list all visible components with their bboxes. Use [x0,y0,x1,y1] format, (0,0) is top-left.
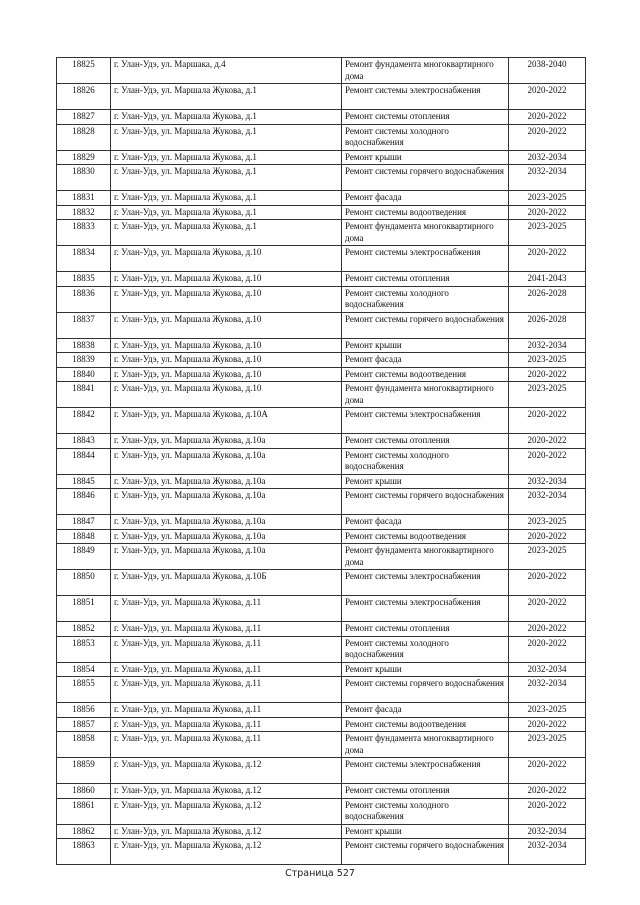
row-number-cell: 18842 [57,408,111,434]
table-row [57,165,586,191]
table-body [57,58,586,865]
row-number-cell: 18825 [57,58,111,84]
work-type-cell: Ремонт системы водоотведения [342,367,509,382]
address-cell: г. Улан-Удэ, ул. Маршала Жукова, д.1 [111,191,342,206]
table-row [57,677,586,703]
period-cell: 2038-2040 [509,58,586,84]
period-cell: 2023-2025 [509,703,586,718]
table-row [57,544,586,570]
address-cell: г. Улан-Удэ, ул. Маршала Жукова, д.10а [111,529,342,544]
row-number-cell: 18832 [57,205,111,220]
period-cell: 2023-2025 [509,353,586,368]
work-type-cell: Ремонт системы отопления [342,110,509,125]
period-cell: 2020-2022 [509,205,586,220]
row-number-cell: 18849 [57,544,111,570]
work-type-cell: Ремонт крыши [342,662,509,677]
work-type-cell: Ремонт фундамента многоквартирного дома [342,544,509,570]
period-cell: 2023-2025 [509,382,586,408]
table-row [57,110,586,125]
work-type-cell: Ремонт системы отопления [342,622,509,637]
table-row [57,839,586,865]
row-number-cell: 18845 [57,474,111,489]
table-row [57,636,586,662]
address-cell: г. Улан-Удэ, ул. Маршала Жукова, д.10Б [111,570,342,596]
period-cell: 2020-2022 [509,758,586,784]
period-cell: 2020-2022 [509,448,586,474]
row-number-cell: 18828 [57,124,111,150]
row-number-cell: 18854 [57,662,111,677]
table-row [57,732,586,758]
row-number-cell: 18848 [57,529,111,544]
period-cell: 2020-2022 [509,798,586,824]
period-cell: 2020-2022 [509,246,586,272]
address-cell: г. Улан-Удэ, ул. Маршала Жукова, д.10 [111,286,342,312]
work-type-cell: Ремонт фундамента многоквартирного дома [342,732,509,758]
row-number-cell: 18863 [57,839,111,865]
table-row [57,798,586,824]
work-type-cell: Ремонт системы электроснабжения [342,246,509,272]
work-type-cell: Ремонт фундамента многоквартирного дома [342,220,509,246]
period-cell: 2023-2025 [509,515,586,530]
row-number-cell: 18833 [57,220,111,246]
period-cell: 2026-2028 [509,312,586,338]
table-row [57,824,586,839]
period-cell: 2032-2034 [509,839,586,865]
address-cell: г. Улан-Удэ, ул. Маршала Жукова, д.11 [111,677,342,703]
row-number-cell: 18847 [57,515,111,530]
table-row [57,570,586,596]
period-cell: 2020-2022 [509,124,586,150]
period-cell: 2032-2034 [509,474,586,489]
table-row [57,353,586,368]
table-row [57,529,586,544]
address-cell: г. Улан-Удэ, ул. Маршала Жукова, д.11 [111,732,342,758]
period-cell: 2023-2025 [509,732,586,758]
table-row [57,515,586,530]
address-cell: г. Улан-Удэ, ул. Маршала Жукова, д.10А [111,408,342,434]
table-row [57,338,586,353]
work-type-cell: Ремонт крыши [342,338,509,353]
period-cell: 2020-2022 [509,717,586,732]
address-cell: г. Улан-Удэ, ул. Маршала Жукова, д.1 [111,205,342,220]
work-type-cell: Ремонт системы электроснабжения [342,84,509,110]
table-row [57,367,586,382]
work-type-cell: Ремонт фундамента многоквартирного дома [342,58,509,84]
row-number-cell: 18851 [57,596,111,622]
work-type-cell: Ремонт крыши [342,150,509,165]
period-cell: 2020-2022 [509,529,586,544]
work-type-cell: Ремонт системы электроснабжения [342,596,509,622]
row-number-cell: 18835 [57,272,111,287]
row-number-cell: 18856 [57,703,111,718]
work-type-cell: Ремонт системы электроснабжения [342,758,509,784]
row-number-cell: 18844 [57,448,111,474]
table-row [57,596,586,622]
period-cell: 2020-2022 [509,84,586,110]
address-cell: г. Улан-Удэ, ул. Маршала Жукова, д.11 [111,717,342,732]
work-type-cell: Ремонт системы электроснабжения [342,408,509,434]
address-cell: г. Улан-Удэ, ул. Маршала Жукова, д.10а [111,544,342,570]
work-type-cell: Ремонт фасада [342,191,509,206]
period-cell: 2032-2034 [509,677,586,703]
work-type-cell: Ремонт системы отопления [342,434,509,449]
address-cell: г. Улан-Удэ, ул. Маршала Жукова, д.10а [111,515,342,530]
period-cell: 2032-2034 [509,662,586,677]
work-type-cell: Ремонт системы холодного водоснабжения [342,448,509,474]
period-cell: 2020-2022 [509,636,586,662]
row-number-cell: 18834 [57,246,111,272]
work-type-cell: Ремонт системы отопления [342,784,509,799]
work-type-cell: Ремонт системы холодного водоснабжения [342,124,509,150]
address-cell: г. Улан-Удэ, ул. Маршала Жукова, д.11 [111,596,342,622]
row-number-cell: 18855 [57,677,111,703]
row-number-cell: 18853 [57,636,111,662]
page-number: Страница 527 [285,868,355,879]
work-type-cell: Ремонт системы холодного водоснабжения [342,286,509,312]
table-row [57,272,586,287]
work-type-cell: Ремонт системы горячего водоснабжения [342,312,509,338]
address-cell: г. Улан-Удэ, ул. Маршала Жукова, д.11 [111,703,342,718]
row-number-cell: 18841 [57,382,111,408]
table-row [57,382,586,408]
table-row [57,84,586,110]
row-number-cell: 18852 [57,622,111,637]
work-type-cell: Ремонт фасада [342,703,509,718]
period-cell: 2020-2022 [509,596,586,622]
table-row [57,489,586,515]
row-number-cell: 18831 [57,191,111,206]
address-cell: г. Улан-Удэ, ул. Маршала Жукова, д.1 [111,165,342,191]
table-row [57,150,586,165]
period-cell: 2026-2028 [509,286,586,312]
table-row [57,286,586,312]
period-cell: 2032-2034 [509,489,586,515]
row-number-cell: 18850 [57,570,111,596]
work-type-cell: Ремонт фундамента многоквартирного дома [342,382,509,408]
table-row [57,408,586,434]
work-type-cell: Ремонт системы горячего водоснабжения [342,677,509,703]
address-cell: г. Улан-Удэ, ул. Маршала Жукова, д.12 [111,839,342,865]
work-type-cell: Ремонт системы горячего водоснабжения [342,165,509,191]
address-cell: г. Улан-Удэ, ул. Маршала Жукова, д.1 [111,220,342,246]
row-number-cell: 18830 [57,165,111,191]
address-cell: г. Улан-Удэ, ул. Маршала Жукова, д.11 [111,622,342,637]
row-number-cell: 18837 [57,312,111,338]
period-cell: 2020-2022 [509,784,586,799]
period-cell: 2023-2025 [509,220,586,246]
period-cell: 2020-2022 [509,110,586,125]
row-number-cell: 18860 [57,784,111,799]
period-cell: 2020-2022 [509,408,586,434]
address-cell: г. Улан-Удэ, ул. Маршала Жукова, д.10а [111,448,342,474]
row-number-cell: 18826 [57,84,111,110]
table-row [57,474,586,489]
table-row [57,662,586,677]
table-row [57,312,586,338]
period-cell: 2020-2022 [509,622,586,637]
work-type-cell: Ремонт системы водоотведения [342,529,509,544]
work-type-cell: Ремонт фасада [342,353,509,368]
row-number-cell: 18861 [57,798,111,824]
address-cell: г. Улан-Удэ, ул. Маршала Жукова, д.10 [111,338,342,353]
row-number-cell: 18839 [57,353,111,368]
table-row [57,717,586,732]
row-number-cell: 18836 [57,286,111,312]
work-type-cell: Ремонт системы холодного водоснабжения [342,798,509,824]
period-cell: 2032-2034 [509,824,586,839]
repair-schedule-table [56,57,586,865]
table-row [57,124,586,150]
address-cell: г. Улан-Удэ, ул. Маршала Жукова, д.10 [111,246,342,272]
row-number-cell: 18843 [57,434,111,449]
work-type-cell: Ремонт системы холодного водоснабжения [342,636,509,662]
period-cell: 2032-2034 [509,150,586,165]
period-cell: 2023-2025 [509,191,586,206]
address-cell: г. Улан-Удэ, ул. Маршала Жукова, д.10 [111,367,342,382]
table-row [57,448,586,474]
work-type-cell: Ремонт фасада [342,515,509,530]
address-cell: г. Улан-Удэ, ул. Маршала Жукова, д.10 [111,353,342,368]
work-type-cell: Ремонт системы отопления [342,272,509,287]
address-cell: г. Улан-Удэ, ул. Маршака, д.4 [111,58,342,84]
table-row [57,784,586,799]
period-cell: 2020-2022 [509,367,586,382]
address-cell: г. Улан-Удэ, ул. Маршала Жукова, д.11 [111,662,342,677]
period-cell: 2020-2022 [509,434,586,449]
address-cell: г. Улан-Удэ, ул. Маршала Жукова, д.11 [111,636,342,662]
table-row [57,758,586,784]
address-cell: г. Улан-Удэ, ул. Маршала Жукова, д.10а [111,489,342,515]
table-row [57,622,586,637]
work-type-cell: Ремонт системы водоотведения [342,205,509,220]
address-cell: г. Улан-Удэ, ул. Маршала Жукова, д.12 [111,798,342,824]
period-cell: 2032-2034 [509,338,586,353]
table-row [57,246,586,272]
table-row [57,703,586,718]
address-cell: г. Улан-Удэ, ул. Маршала Жукова, д.12 [111,784,342,799]
address-cell: г. Улан-Удэ, ул. Маршала Жукова, д.1 [111,150,342,165]
row-number-cell: 18829 [57,150,111,165]
table-row [57,191,586,206]
work-type-cell: Ремонт системы электроснабжения [342,570,509,596]
row-number-cell: 18840 [57,367,111,382]
row-number-cell: 18838 [57,338,111,353]
row-number-cell: 18862 [57,824,111,839]
table-row [57,220,586,246]
work-type-cell: Ремонт крыши [342,474,509,489]
table-row [57,434,586,449]
work-type-cell: Ремонт системы горячего водоснабжения [342,489,509,515]
period-cell: 2023-2025 [509,544,586,570]
period-cell: 2020-2022 [509,570,586,596]
period-cell: 2032-2034 [509,165,586,191]
work-type-cell: Ремонт крыши [342,824,509,839]
address-cell: г. Улан-Удэ, ул. Маршала Жукова, д.12 [111,758,342,784]
table-row [57,58,586,84]
address-cell: г. Улан-Удэ, ул. Маршала Жукова, д.1 [111,84,342,110]
address-cell: г. Улан-Удэ, ул. Маршала Жукова, д.1 [111,124,342,150]
row-number-cell: 18827 [57,110,111,125]
work-type-cell: Ремонт системы водоотведения [342,717,509,732]
address-cell: г. Улан-Удэ, ул. Маршала Жукова, д.10а [111,434,342,449]
address-cell: г. Улан-Удэ, ул. Маршала Жукова, д.1 [111,110,342,125]
address-cell: г. Улан-Удэ, ул. Маршала Жукова, д.10 [111,312,342,338]
row-number-cell: 18859 [57,758,111,784]
row-number-cell: 18857 [57,717,111,732]
work-type-cell: Ремонт системы горячего водоснабжения [342,839,509,865]
address-cell: г. Улан-Удэ, ул. Маршала Жукова, д.10 [111,382,342,408]
row-number-cell: 18858 [57,732,111,758]
address-cell: г. Улан-Удэ, ул. Маршала Жукова, д.10 [111,272,342,287]
address-cell: г. Улан-Удэ, ул. Маршала Жукова, д.12 [111,824,342,839]
row-number-cell: 18846 [57,489,111,515]
table-row [57,205,586,220]
period-cell: 2041-2043 [509,272,586,287]
address-cell: г. Улан-Удэ, ул. Маршала Жукова, д.10а [111,474,342,489]
